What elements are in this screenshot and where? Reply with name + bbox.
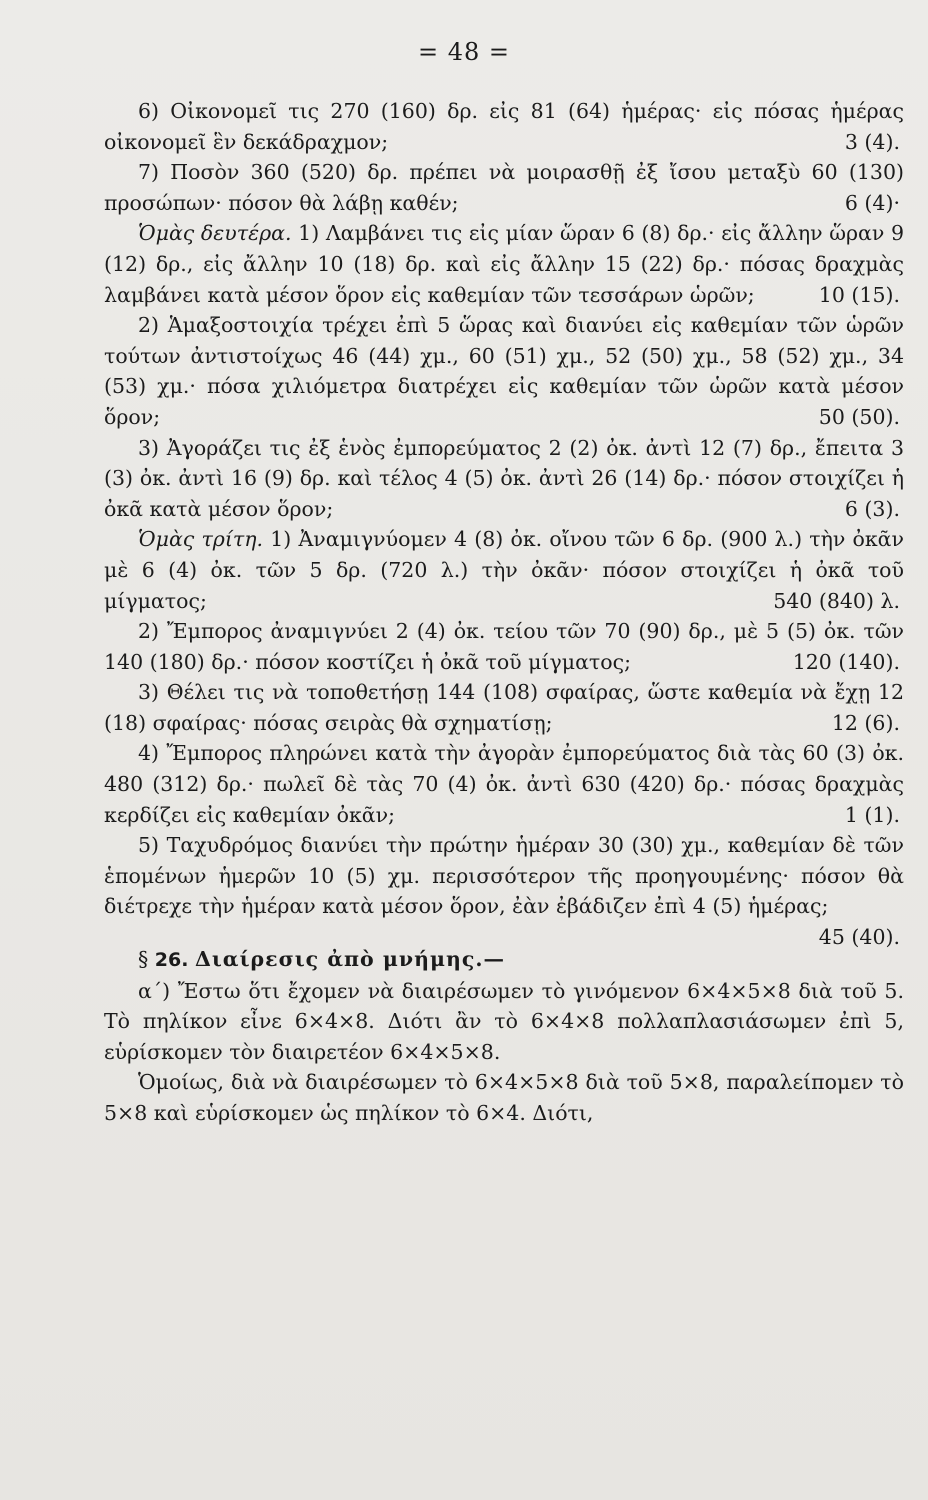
paragraph-b: Ὁμοίως, διὰ νὰ διαιρέσωμεν τὸ 6×4×5×8 διὰ τοῦ 5×8, παραλείπομεν τὸ 5×8 καὶ εὑρίσκομεν ὡς πηλίκον τὸ 6×4. Διότι, <box>104 1070 904 1125</box>
page-number: = 48 = <box>417 38 510 66</box>
exercise-text: 2) Ἔμπορος ἀναμιγνύει 2 (4) ὀκ. τείου τῶν 70 (90) δρ., μὲ 5 (5) ὀκ. τῶν 140 (180) δρ.· πόσον κοστίζει ἡ ὀκᾶ τοῦ μίγματος; <box>104 619 904 674</box>
exercise-answer: 50 (50). <box>818 404 900 429</box>
exercise-6 <box>104 96 904 157</box>
group-b-exercise-1 <box>104 218 904 310</box>
exercise-answer: 45 (40). <box>818 925 900 950</box>
exercise-answer: 3 (4). <box>844 129 900 154</box>
exercise-text: 2) Ἁμαξοστοιχία τρέχει ἐπὶ 5 ὥρας καὶ διανύει εἰς καθεμίαν τῶν ὡρῶν τούτων ἀντιστοίχως 46 (44) χμ., 60 (51) χμ., 52 (50) χμ., 58 (52) χμ., 34 (53) χμ.· πόσα χιλιόμετρα διατρέχει εἰς καθεμίαν τῶν ὡρῶν κατὰ μέσον ὅρον; <box>104 313 904 429</box>
page-body <box>104 96 904 1129</box>
section-symbol: § <box>138 947 149 972</box>
exercise-text: 3) Θέλει τις νὰ τοποθετήσῃ 144 (108) σφαίρας, ὥστε καθεμία νὰ ἔχῃ 12 (18) σφαίρας· πόσας σειρὰς θὰ σχηματίσῃ; <box>104 680 904 735</box>
group-c-exercise-2 <box>104 616 904 677</box>
group-c-exercise-1 <box>104 524 904 616</box>
exercise-text: 1) Ἀναμιγνύομεν 4 (8) ὀκ. οἴνου τῶν 6 δρ. (900 λ.) τὴν ὀκᾶν μὲ 6 (4) ὀκ. τῶν 5 δρ. (720 λ.) τὴν ὀκᾶν· πόσον στοιχίζει ἡ ὀκᾶ τοῦ μίγματος; <box>104 527 904 613</box>
section-title: Διαίρεσις ἀπὸ μνήμης.— <box>194 947 506 972</box>
group-b-exercise-2 <box>104 310 904 432</box>
exercise-text: 3) Ἀγοράζει τις ἐξ ἑνὸς ἐμπορεύματος 2 (2) ὀκ. ἀντὶ 12 (7) δρ., ἔπειτα 3 (3) ὀκ. ἀντὶ 16 (9) δρ. καὶ τέλος 4 (5) ὀκ. ἀντὶ 26 (14) δρ.· πόσον στοιχίζει ἡ ὀκᾶ κατὰ μέσον ὅρον; <box>104 435 904 521</box>
exercise-text: 1) Λαμβάνει τις εἰς μίαν ὥραν 6 (8) δρ.· εἰς ἄλλην ὥραν 9 (12) δρ., εἰς ἄλλην 10 (18) δρ. καὶ εἰς ἄλλην 15 (22) δρ.· πόσας δραχμὰς λαμβάνει κατὰ μέσον ὅρον εἰς καθεμίαν τῶν τεσσάρων ὡρῶν; <box>104 221 905 307</box>
exercise-answer: 1 (1). <box>844 802 900 827</box>
exercise-answer: 12 (6). <box>831 710 900 735</box>
exercise-answer: 120 (140). <box>792 649 900 674</box>
exercise-text: 7) Ποσὸν 360 (520) δρ. πρέπει νὰ μοιρασθῇ ἐξ ἴσου μεταξὺ 60 (130) προσώπων· πόσον θὰ λάβῃ καθέν; <box>104 160 904 215</box>
group-c-exercise-4 <box>104 738 904 830</box>
exercise-text: 6) Οἰκονομεῖ τις 270 (160) δρ. εἰς 81 (64) ἡμέρας· εἰς πόσας ἡμέρας οἰκονομεῖ ἓν δεκάδραχμον; <box>104 99 904 154</box>
section-number: 26. <box>154 949 189 972</box>
group-c-exercise-3 <box>104 677 904 738</box>
exercise-answer: 10 (15). <box>818 282 900 307</box>
exercise-text: 4) Ἔμπορος πληρώνει κατὰ τὴν ἀγορὰν ἐμπορεύματος διὰ τὰς 60 (3) ὀκ. 480 (312) δρ.· πωλεῖ δὲ τὰς 70 (4) ὀκ. ἀντὶ 630 (420) δρ.· πόσας δραχμὰς κερδίζει εἰς καθεμίαν ὀκᾶν; <box>104 741 904 827</box>
exercise-answer: 6 (3). <box>844 496 900 521</box>
exercise-answer: 540 (840) λ. <box>773 588 900 613</box>
exercise-text: 5) Ταχυδρόμος διανύει τὴν πρώτην ἡμέραν 30 (30) χμ., καθεμίαν δὲ τῶν ἑπομένων ἡμερῶν 10 (5) χμ. περισσότερον τῆς προηγουμένης· πόσον θὰ διέτρεχε τὴν ἡμέραν κατὰ μέσον ὅρον, ἐὰν ἐβάδιζεν ἐπὶ 4 (5) ἡμέρας; <box>104 833 904 919</box>
group-c-exercise-5 <box>104 830 904 950</box>
group-heading: Ὁμὰς τρίτη. <box>138 527 264 552</box>
exercise-answer: 6 (4)· <box>844 190 900 215</box>
group-b-exercise-3 <box>104 433 904 525</box>
exercise-7 <box>104 157 904 218</box>
group-heading: Ὁμὰς δευτέρα. <box>138 221 292 246</box>
paragraph-a: α΄) Ἔστω ὅτι ἔχομεν νὰ διαιρέσωμεν τὸ γινόμενον 6×4×5×8 διὰ τοῦ 5. Τὸ πηλίκον εἶνε 6×4×8. Διότι ἂν τὸ 6×4×8 πολλαπλασιάσωμεν ἐπὶ 5, εὑρίσκομεν τὸν διαιρετέον 6×4×5×8. <box>104 978 904 1064</box>
